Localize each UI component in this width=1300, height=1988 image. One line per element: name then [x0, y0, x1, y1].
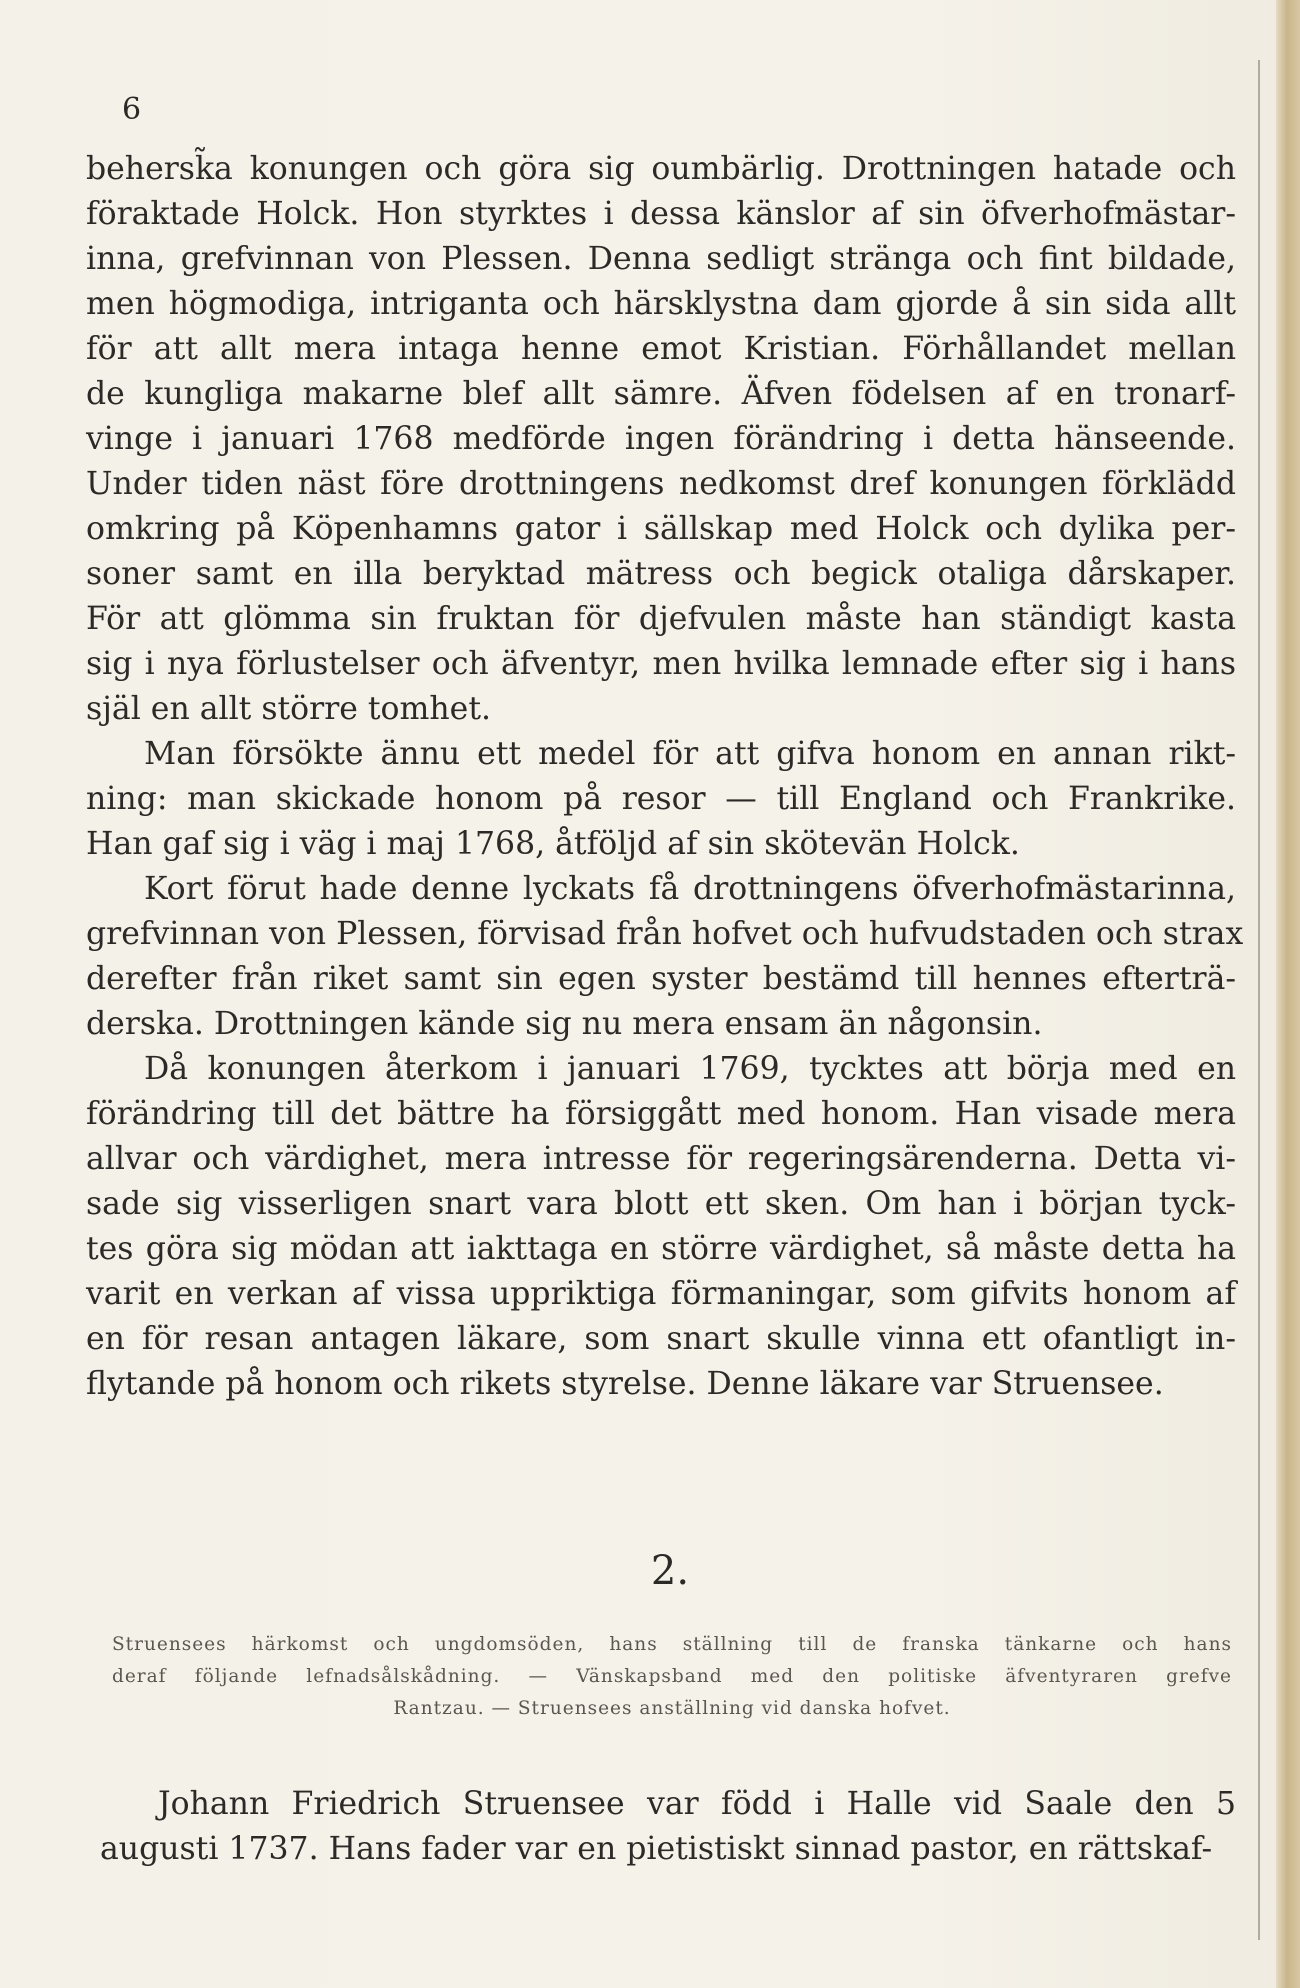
text-line: sade sig visserligen snart vara blott ett sken. Om han i början tyck-	[86, 1186, 1236, 1222]
section-heading	[0, 1548, 1300, 1594]
text-line: derefter från riket samt sin egen syster bestämd till hennes efterträ-	[86, 961, 1236, 997]
text-line: För att glömma sin fruktan för djefvulen måste han ständigt kasta	[86, 601, 1236, 637]
text-line: derska. Drottningen kände sig nu mera ensam än någonsin.	[86, 1006, 1043, 1042]
text-line: vinge i januari 1768 medförde ingen förändring i detta hänseende.	[86, 421, 1236, 457]
text-line: behersk̃a konungen och göra sig oumbärlig. Drottningen hatade och	[86, 151, 1236, 187]
text-line: ning: man skickade honom på resor — till England och Frankrike.	[86, 781, 1236, 817]
text-line: flytande på honom och rikets styrelse. Denne läkare var Struensee.	[86, 1366, 1164, 1402]
text-line: inna, grefvinnan von Plessen. Denna sedligt stränga och fint bildade,	[86, 241, 1236, 277]
text-line: omkring på Köpenhamns gator i sällskap med Holck och dylika per-	[86, 511, 1236, 547]
text-line: Man försökte ännu ett medel för att gifva honom en annan rikt-	[144, 736, 1236, 772]
text-line: de kungliga makarne blef allt sämre. Äfven födelsen af en tronarf-	[86, 376, 1236, 412]
text-line: men högmodiga, intriganta och härsklystna dam gjorde å sin sida allt	[86, 286, 1236, 322]
section-summary	[112, 1629, 1232, 1725]
summary-line: Rantzau. — Struensees anställning vid danska hofvet.	[393, 1698, 951, 1719]
text-line: för att allt mera intaga henne emot Kristian. Förhållandet mellan	[86, 331, 1236, 367]
text-line: Då konungen återkom i januari 1769, tycktes att börja med en	[144, 1051, 1236, 1087]
text-line: en för resan antagen läkare, som snart skulle vinna ett ofantligt in-	[86, 1321, 1236, 1357]
section-number: 2.	[650, 1548, 690, 1594]
text-line: förändring till det bättre ha försiggått med honom. Han visade mera	[86, 1096, 1236, 1132]
page-edge	[1276, 0, 1300, 1988]
text-line: Kort förut hade denne lyckats få drottningens öfverhofmästarinna,	[144, 871, 1236, 907]
text-line: Han gaf sig i väg i maj 1768, åtföljd af sin skötevän Holck.	[86, 826, 1020, 862]
summary-line: Struensees härkomst och ungdomsöden, hans ställning till de franska tänkarne och hans	[112, 1634, 1232, 1655]
text-line: Johann Friedrich Struensee var född i Halle vid Saale den 5	[158, 1786, 1236, 1822]
text-line: tes göra sig mödan att iakttaga en större värdighet, så måste detta ha	[86, 1231, 1236, 1267]
page-fold-line	[1258, 60, 1260, 1940]
text-line: augusti 1737. Hans fader var en pietistiskt sinnad pastor, en rättskaf-	[100, 1831, 1213, 1867]
text-line: Under tiden näst före drottningens nedkomst dref konungen förklädd	[86, 466, 1236, 502]
body-text-top	[86, 147, 1244, 1407]
text-line: föraktade Holck. Hon styrktes i dessa känslor af sin öfverhofmästar-	[86, 196, 1236, 232]
body-text-bottom	[100, 1782, 1236, 1872]
summary-line: deraf följande lefnadsålskådning. — Vänskapsband med den politiske äfventyraren grefve	[112, 1666, 1232, 1687]
text-line: grefvinnan von Plessen, förvisad från hofvet och hufvudstaden och strax	[86, 916, 1244, 952]
page-number: 6	[122, 92, 142, 127]
text-line: soner samt en illa beryktad mätress och begick otaliga dårskaper.	[86, 556, 1236, 592]
text-line: själ en allt större tomhet.	[86, 691, 491, 727]
text-line: sig i nya förlustelser och äfventyr, men hvilka lemnade efter sig i hans	[86, 646, 1236, 682]
text-line: allvar och värdighet, mera intresse för regeringsärenderna. Detta vi-	[86, 1141, 1236, 1177]
text-line: varit en verkan af vissa uppriktiga förmaningar, som gifvits honom af	[86, 1276, 1236, 1312]
